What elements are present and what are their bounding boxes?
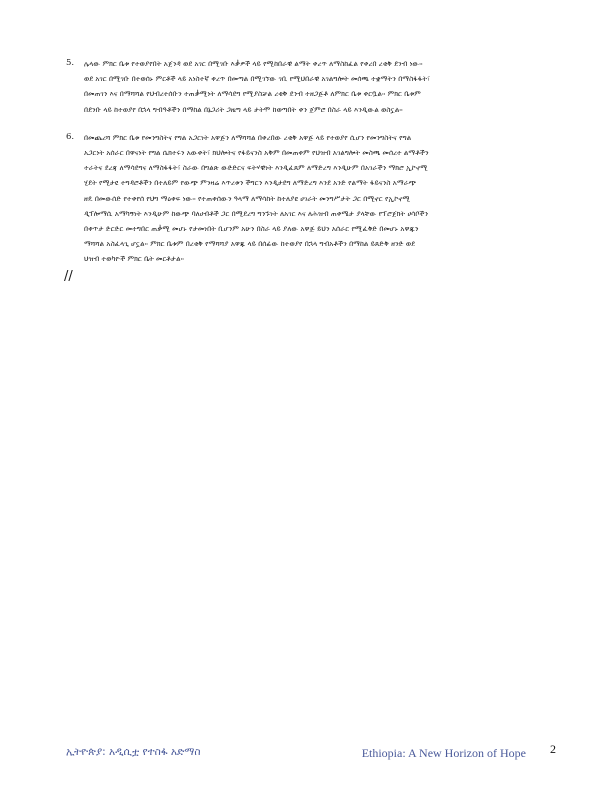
footer-amharic-title: ኢትዮጵያ: አዲሲቷ የተስፋ አድማስ: [66, 746, 201, 758]
list-item: [66, 130, 544, 267]
list-item-paragraph: ሌላው ምክር ቤቱ የተወያየበት አጀንዳ ወደ አገር በሚገቡ እቃዎች ላይ የሚከበራዊ ልማት ቀረጥ ለማስከፈል የቀረበ ረቂቅ ደንብ ነው፡፡ ወደ አገር በሚገቡ በተወሰኑ ምርቶች ላይ አነስተኛ ቀረጥ በመጣል በሚገኘው ገቢ የሚህበራዊ አገልግሎት መሰጫ ተቋማትን በማስፋፋት፣ በመጠገን እና በማሻሻል የህብረተሰቡን ተጠቃሚነት ለማሳደግ የሚያስቻል ረቂቅ ደንብ ተዘጋጅቶ ለምክር ቤቱ ቀርቧል፡፡ ምክር ቤቱም በደንቡ ላይ ከተወያየ በኋላ ግብዓቶችን በማከል በኔጋሪት ጋዜጣ ላይ ታትሞ ከወጣበት ቀን ጀምሮ በስራ ላይ እንዲውል ወስኗል፡፡: [84, 59, 431, 114]
list-item-number: 5.: [66, 58, 75, 68]
list-item: [66, 56, 544, 117]
footer-english-title: Ethiopia: A New Horizon of Hope: [361, 746, 526, 760]
list-item-number: 6.: [66, 131, 75, 142]
list-item-paragraph: በመጨረሻ ምክር ቤቱ የመንግስትና የግል አጋርነት አዋጅን ለማሻሻል በቀረበው ረቂቅ አዋጅ ላይ የተወያየ ሲሆን የመንግስትና የግል አጋርነት አሰራር በዋናነት የግል ሴክተሩን አውቀት፣ ክህሎትና የፋይናንስ አቅም በመጠቀም የህዝብ አገልግሎት መስጫ መሰረተ ልማቶችን ተራትና ደረጃ ለማሳደግና ለማስፋፋት፣ ስራው በግልጽ ውድድርና ፍትሃዊነት እንዲፈጸም ለማድረግ እንዲሁም በአገራችን ማክሮ ኢኮኖሚ ሂደት የሚታዩ ተግዳሮቶችን በተለይም የውጭ ምንዛሬ እጥረቱን ችግርን እንዲታደግ ለማድረግ እንደ አንድ የልማት ፋይናንስ አማራጭ ዘዴ በመውሰድ የተቀየሰ የህግ ማዕቀፍ ነው፡፡ የተጠቀሰውን ዓላማ ለማሳከት ከተለያዩ ሀገራት መንግሥታት ጋር በሚኖር የኢኮኖሚ ዲፕሎማሲ አማካኝነት እንዲሁም ከውጭ ባለሀብቶች ጋር በሚደረግ ግንኙነት ለአገር እና ለሕዝብ ጠቀሜታ ያላቸው የፕሮጀክት ሀሳቦችን በቀጥታ ድርድር መተግበር ጠቃሚ መሆኑ የታመነበት ቢሆንም አሁን በስራ ላይ ያለው አዋጅ ይህን አሰራር የሚፈቅድ በመሆኑ አዋጁን ማሻሻል አስፈላጊ ሆኗል፡፡ ምክር ቤቱም በረቂቅ የማሻሻያ አዋጁ ላይ በሰፊው ከተወያየ በኋላ ግብአቶችን በማከል ይጸድቅ ዘንድ ወደ ህዝብ ተወካዮች ምክር ቤት መርቶታል፡፡: [84, 132, 429, 264]
page-number: 2: [550, 742, 556, 756]
document-body: [66, 56, 544, 280]
page-footer: [66, 742, 556, 764]
end-mark: //: [64, 269, 73, 284]
